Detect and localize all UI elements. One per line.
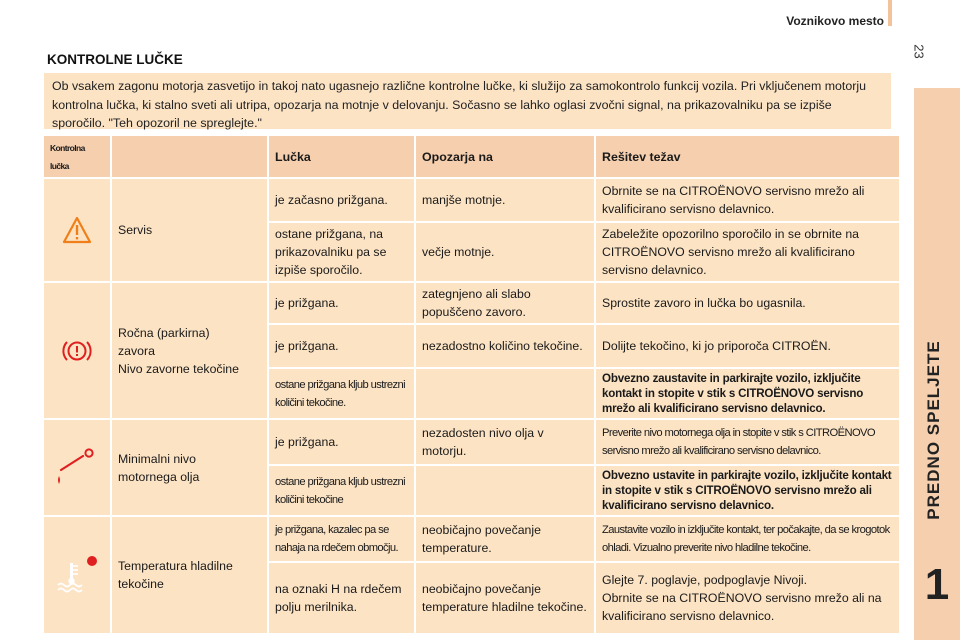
lamp-name-line: Temperatura hladilne: [118, 559, 233, 573]
section-title: KONTROLNE LUČKE: [47, 52, 183, 67]
solution-line: Obrnite se na CITROËNOVO servisno mrežo ali na kvalificirano servisno delavnico.: [602, 591, 882, 623]
header-rule: [888, 0, 892, 26]
lamp-name-line: zavora: [118, 343, 155, 358]
icon-cell: [44, 420, 110, 515]
lamp-warns: manjše motnje.: [416, 179, 594, 221]
lamp-state: je prižgana.: [269, 420, 414, 464]
table-row: [44, 283, 899, 323]
header-lamp: Lučka: [269, 136, 414, 177]
lamp-solution: Obvezno ustavite in parkirajte vozilo, izključite kontakt in stopite v stik s CITROËNOVO servisno mrežo ali kvalificirano servisno delavnico.: [596, 466, 899, 515]
warning-triangle-icon: [62, 215, 92, 245]
chapter-number: 1: [924, 560, 950, 609]
lamp-warns: neobičajno povečanje temperature hladilne tekočine.: [416, 563, 594, 633]
brake-warning-icon: [61, 338, 93, 364]
running-header: Voznikovo mesto: [786, 14, 884, 28]
coolant-temperature-icon: [52, 553, 102, 597]
header-name: [112, 136, 267, 177]
lamp-state: je prižgana, kazalec pa se nahaja na rdečem območju.: [269, 517, 414, 561]
lamp-state: na oznaki H na rdečem polju merilnika.: [269, 563, 414, 633]
lamp-state: je prižgana.: [269, 325, 414, 367]
lamp-warns: [416, 466, 594, 515]
lamp-state: ostane prižgana kljub ustrezni količini tekočine.: [269, 369, 414, 418]
intro-paragraph: Ob vsakem zagonu motorja zasvetijo in takoj nato ugasnejo različne kontrolne lučke, ki služijo za samokontrolo funkcij vozila. Pri vključenem motorju kontrolna lučka, ki stalno sveti ali utripa, opozarja na motnje v delovanju. Sočasno se lahko oglasi zvočni signal, na prikazovalniku pa se izpiše sporočilo. "Teh opozoril ne spreglejte.": [44, 73, 891, 129]
lamp-name-line: motornega olja: [118, 469, 200, 484]
lamp-solution: [596, 563, 899, 633]
lamp-warns: nezadostno količino tekočine.: [416, 325, 594, 367]
lamp-solution: Dolijte tekočino, ki jo priporoča CITROËN.: [596, 325, 899, 367]
lamp-warns: neobičajno povečanje temperature.: [416, 517, 594, 561]
page-number: 23: [911, 44, 927, 59]
lamp-state: je prižgana.: [269, 283, 414, 323]
warning-lamps-table: [42, 134, 901, 635]
solution-line: Glejte 7. poglavje, podpoglavje Nivoji.: [602, 573, 808, 587]
lamp-name-line: tekočine: [118, 577, 164, 591]
header-icon: Kontrolna lučka: [44, 136, 110, 177]
icon-cell: [44, 283, 110, 418]
lamp-state: je začasno prižgana.: [269, 179, 414, 221]
lamp-name: [112, 517, 267, 633]
icon-cell: [44, 517, 110, 633]
table-header-row: [44, 136, 899, 177]
lamp-name-line: Ročna (parkirna): [118, 325, 210, 340]
table-row: [44, 420, 899, 464]
lamp-name: [112, 420, 267, 515]
table-row: [44, 517, 899, 561]
lamp-warns: večje motnje.: [416, 223, 594, 281]
lamp-warns: [416, 369, 594, 418]
lamp-state: ostane prižgana kljub ustrezni količini tekočine: [269, 466, 414, 515]
icon-cell: [44, 179, 110, 281]
oil-can-icon: [55, 448, 99, 488]
lamp-solution: Obvezno zaustavite in parkirajte vozilo, izključite kontakt in stopite v stik s CITROËNOVO servisno mrežo ali kvalificirano servisno delavnico.: [596, 369, 899, 418]
header-warns: Opozarja na: [416, 136, 594, 177]
lamp-warns: nezadosten nivo olja v motorju.: [416, 420, 594, 464]
lamp-solution: Zabeležite opozorilno sporočilo in se obrnite na CITROËNOVO servisno mrežo ali kvalificirano servisno delavnico.: [596, 223, 899, 281]
lamp-solution: Zaustavite vozilo in izključite kontakt, ter počakajte, da se krogotok ohladi. Vizualno preverite nivo hladilne tekočine.: [596, 517, 899, 561]
lamp-warns: zategnjeno ali slabo popuščeno zavoro.: [416, 283, 594, 323]
lamp-name: Servis: [112, 179, 267, 281]
lamp-name-line: Nivo zavorne tekočine: [118, 361, 239, 376]
lamp-solution: Obrnite se na CITROËNOVO servisno mrežo ali kvalificirano servisno delavnico.: [596, 179, 899, 221]
table-row: [44, 179, 899, 221]
lamp-name: [112, 283, 267, 418]
header-solution: Rešitev težav: [596, 136, 899, 177]
lamp-solution: Sprostite zavoro in lučka bo ugasnila.: [596, 283, 899, 323]
chapter-label: PREDNO SPELJETE: [924, 340, 943, 520]
lamp-state: ostane prižgana, na prikazovalniku pa se izpiše sporočilo.: [269, 223, 414, 281]
lamp-name-line: Minimalni nivo: [118, 451, 196, 466]
lamp-solution: Preverite nivo motornega olja in stopite v stik s CITROËNOVO servisno mrežo ali kvalificirano servisno delavnico.: [596, 420, 899, 464]
